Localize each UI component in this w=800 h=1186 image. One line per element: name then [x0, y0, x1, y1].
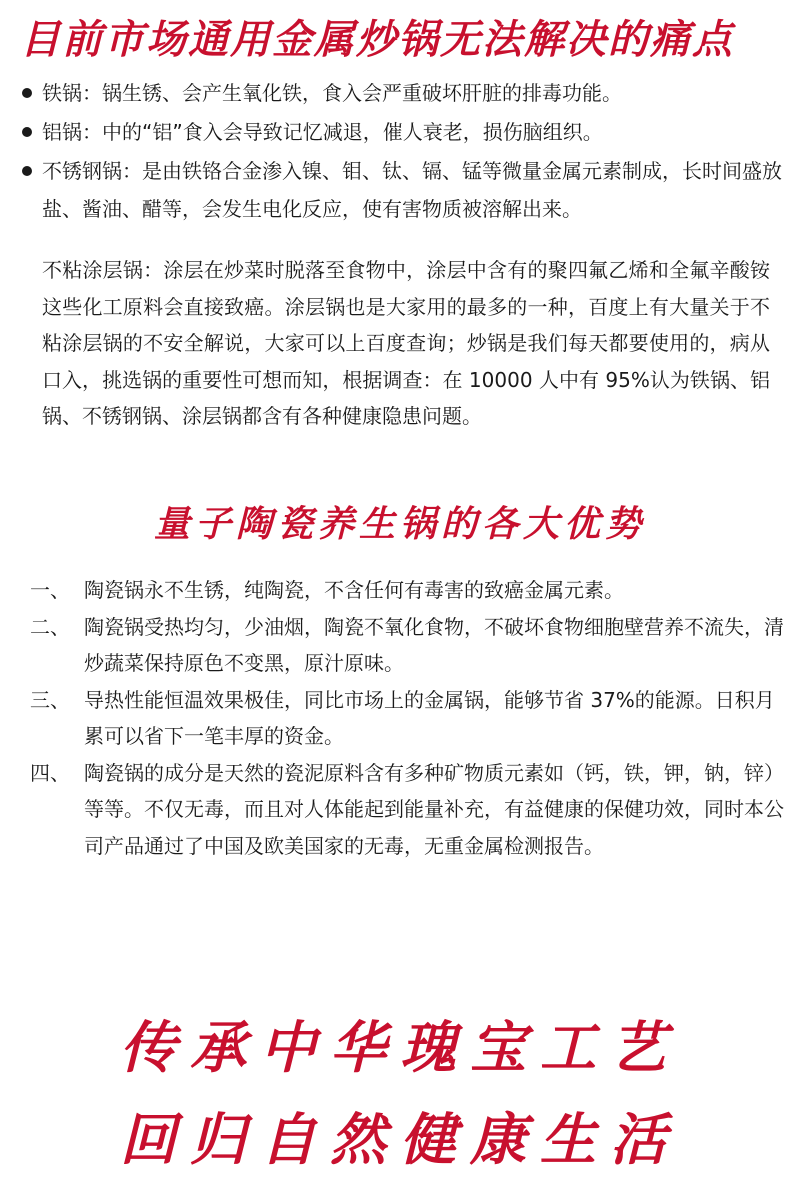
coating-paragraph: 不粘涂层锅：涂层在炒菜时脱落至食物中，涂层中含有的聚四氟乙烯和全氟辛酸铵这些化工原料会直接致癌。涂层锅也是大家用的最多的一种，百度上有大量关于不粘涂层锅的不安全解说，大家可以上百度查询；炒锅是我们每天都要使用的，病从口入，挑选锅的重要性可想而知，根据调查：在 10000 人中有 95%认为铁锅、铝锅、不锈钢锅、涂层锅都含有各种健康隐患问题。: [42, 258, 770, 428]
list-item: [22, 74, 792, 112]
bullet-dot-icon: [22, 88, 32, 98]
advantage-text: 导热性能恒温效果极佳，同比市场上的金属锅，能够节省 37%的能源。日积月累可以省下一笔丰厚的资金。: [84, 687, 775, 748]
list-item: [30, 572, 790, 609]
advantages-list: [30, 572, 790, 864]
bullet-dot-icon: [22, 166, 32, 176]
advantage-number: 一、: [30, 578, 70, 602]
pain-point-text: 不锈钢锅：是由铁铬合金渗入镍、钼、钛、镉、锰等微量金属元素制成，长时间盛放盐、酱油、醋等，会发生电化反应，使有害物质被溶解出来。: [42, 159, 782, 221]
bullet-dot-icon: [22, 127, 32, 137]
advantage-text: 陶瓷锅永不生锈，纯陶瓷，不含任何有毒害的致癌金属元素。: [84, 578, 624, 602]
list-item: [30, 755, 790, 865]
list-item: [30, 682, 790, 755]
list-item: [22, 113, 792, 151]
pain-point-text: 铝锅：中的“铝”食入会导致记忆减退，催人衰老，损伤脑组织。: [42, 120, 603, 144]
advantage-number: 二、: [30, 614, 70, 639]
main-title: 目前市场通用金属炒锅无法解决的痛点: [20, 16, 734, 63]
list-item: [30, 609, 790, 682]
advantage-number: 三、: [30, 687, 70, 712]
advantage-number: 四、: [30, 760, 70, 785]
slogan-line-2: 回归自然健康生活: [120, 1107, 680, 1173]
advantage-text: 陶瓷锅受热均匀，少油烟，陶瓷不氧化食物，不破坏食物细胞壁营养不流失，清炒蔬菜保持原色不变黑，原汁原味。: [84, 614, 784, 675]
advantage-text: 陶瓷锅的成分是天然的瓷泥原料含有多种矿物质元素如（钙，铁，钾，钠，锌）等等。不仅无毒，而且对人体能起到能量补充，有益健康的保健功效，同时本公司产品通过了中国及欧美国家的无毒，无重金属检测报告。: [84, 760, 784, 858]
pain-points-list: [22, 74, 792, 229]
list-item: [22, 152, 792, 228]
slogan-line-1: 传承中华瑰宝工艺: [120, 1015, 680, 1081]
advantages-title: 量子陶瓷养生锅的各大优势: [153, 503, 646, 545]
pain-point-text: 铁锅：锅生锈、会产生氧化铁，食入会严重破坏肝脏的排毒功能。: [42, 81, 622, 105]
